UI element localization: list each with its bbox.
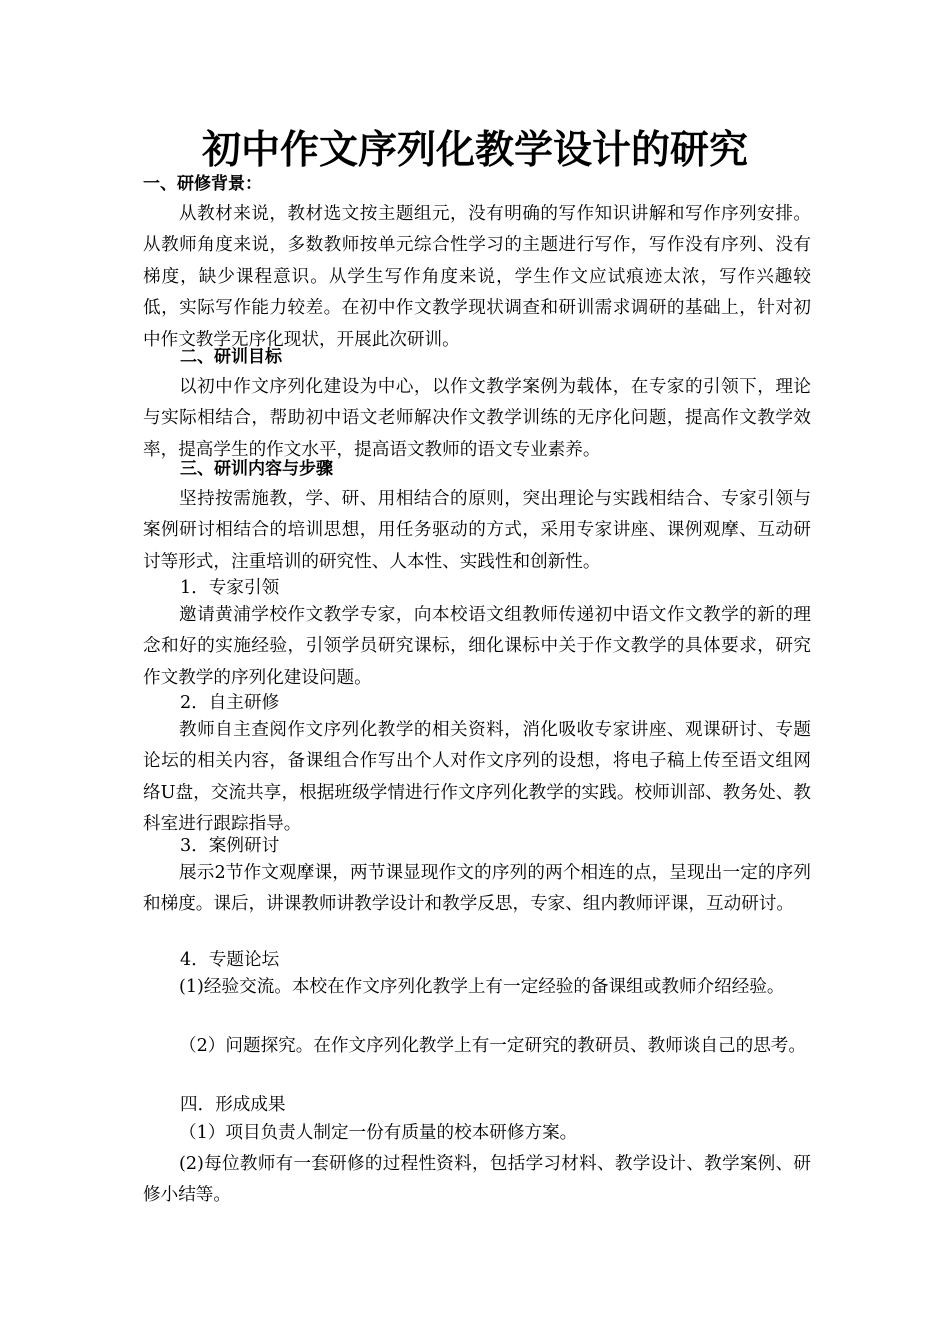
item-label-case-study: 3．案例研讨 bbox=[180, 836, 280, 856]
item-text-forum-experience: (1)经验交流。本校在作文序列化教学上有一定经验的备课组或教师介绍经验。 bbox=[179, 977, 785, 997]
section-heading-outcomes: 四．形成成果 bbox=[180, 1095, 286, 1115]
section-heading-background: 一、研修背景： bbox=[143, 174, 262, 194]
section-heading-goals: 二、研训目标 bbox=[180, 347, 282, 367]
item-label-forum: 4．专题论坛 bbox=[180, 950, 280, 970]
item-label-self-study: 2．自主研修 bbox=[180, 693, 280, 713]
paragraph-outcome-2: (2)每位教师有一套研修的过程性资料，包括学习材料、教学设计、教学案例、研修小结等。 bbox=[143, 1154, 811, 1206]
item-text-self-study: 教师自主查阅作文序列化教学的相关资料，消化吸收专家讲座、观课研讨、专题论坛的相关内容，备课组合作写出个人对作文序列的设想，将电子稿上传至语文组网络U盘，交流共享，根据班级学情进行作文序列化教学的实践。校师训部、教务处、教科室进行跟踪指导。 bbox=[143, 720, 811, 835]
item-text-forum-problem: （2）问题探究。在作文序列化教学上有一定研究的教研员、教师谈自己的思考。 bbox=[179, 1036, 806, 1056]
paragraph-background: 从教材来说，教材选文按主题组元，没有明确的写作知识讲解和写作序列安排。从教师角度来说，多数教师按单元综合性学习的主题进行写作，写作没有序列、没有梯度，缺少课程意识。从学生写作角度来说，学生作文应试痕迹太浓，写作兴趣较低，实际写作能力较差。在初中作文教学现状调查和研训需求调研的基础上，针对初中作文教学无序化现状，开展此次研训。 bbox=[143, 204, 811, 350]
paragraph-outcome-1: （1）项目负责人制定一份有质量的校本研修方案。 bbox=[179, 1123, 578, 1143]
paragraph-goals: 以初中作文序列化建设为中心，以作文教学案例为载体，在专家的引领下，理论与实际相结合，帮助初中语文老师解决作文教学训练的无序化问题，提高作文教学效率，提高学生的作文水平，提高语文教师的语文专业素养。 bbox=[143, 377, 811, 460]
item-text-case-study: 展示2节作文观摩课，两节课显现作文的序列的两个相连的点，呈现出一定的序列和梯度。课后，讲课教师讲教学设计和教学反思，专家、组内教师评课，互动研讨。 bbox=[143, 863, 811, 915]
item-label-expert-guidance: 1．专家引领 bbox=[180, 578, 280, 598]
document-title: 初中作文序列化教学设计的研究 bbox=[201, 127, 748, 173]
section-heading-content-steps: 三、研训内容与步骤 bbox=[180, 459, 333, 479]
paragraph-content-steps: 坚持按需施教，学、研、用相结合的原则，突出理论与实践相结合、专家引领与案例研讨相结合的培训思想，用任务驱动的方式，采用专家讲座、课例观摩、互动研讨等形式，注重培训的研究性、人本性、实践性和创新性。 bbox=[143, 489, 811, 572]
item-text-expert-guidance: 邀请黄浦学校作文教学专家，向本校语文组教师传递初中语文作文教学的新的理念和好的实施经验，引领学员研究课标，细化课标中关于作文教学的具体要求，研究作文教学的序列化建设问题。 bbox=[143, 605, 811, 688]
